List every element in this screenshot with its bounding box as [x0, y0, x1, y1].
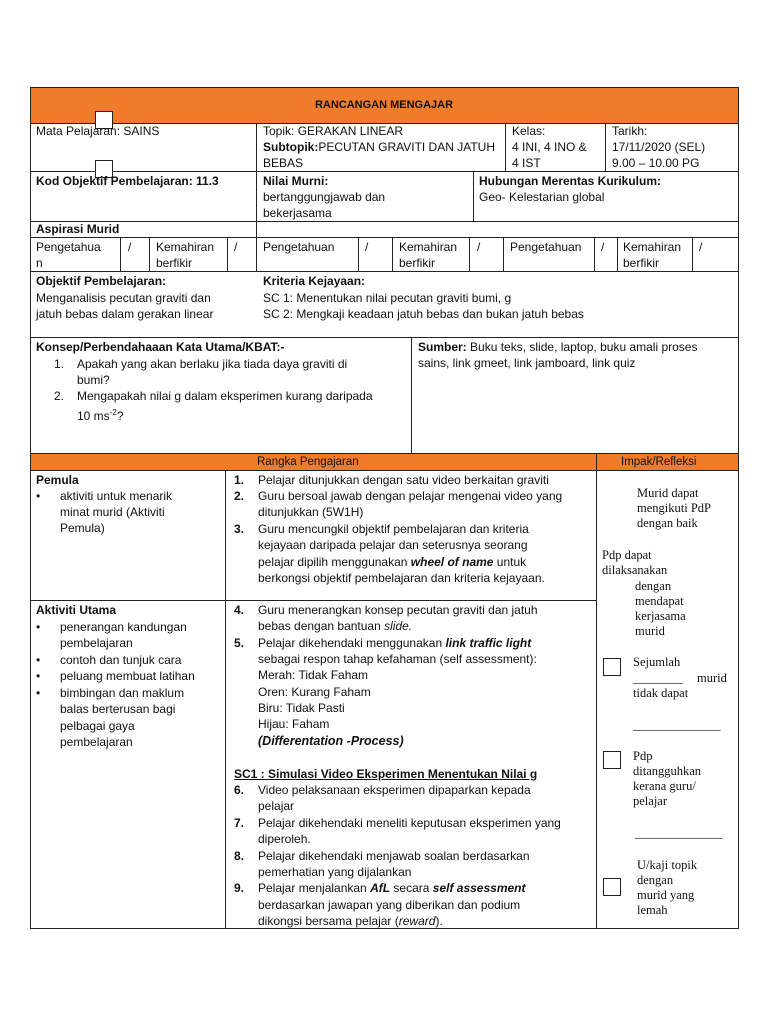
level-oren: Oren: Kurang Faham [258, 685, 371, 699]
step-2-line-2: ditunjukkan (5W1H) [258, 505, 364, 519]
aspirasi-cell: Pengetahuan [510, 240, 582, 254]
impak-ukaji: U/kaji topik dengan murid yang lemah [637, 858, 698, 917]
page-title: RANCANGAN MENGAJAR [314, 99, 454, 111]
tarikh-value-2: 9.00 – 10.00 PG [612, 156, 700, 170]
topik [263, 123, 403, 139]
aspirasi-cell: / [234, 240, 238, 254]
konsep-item-2-num: 2. [54, 389, 65, 403]
bullet-icon: • [36, 669, 41, 683]
nilai-murni-value-1: bertanggungjawab dan [263, 190, 386, 204]
utama-bullet-1-line-1: penerangan kandungan [60, 620, 187, 634]
konsep-item-1-line-2: bumi? [77, 373, 110, 387]
kelas-value-2: 4 IST [512, 156, 541, 170]
aspirasi-label: Aspirasi Murid [36, 222, 120, 236]
konsep-label: Konsep/Perbendahaaan Kata Utama/KBAT:- [36, 340, 285, 354]
aspirasi-cell: Kemahiran berfikir [156, 240, 215, 270]
step-3-line-4: berkongsi objektif pembelajaran dan kriteria kejayaan. [258, 571, 545, 585]
tarikh-label: Tarikh: [612, 124, 648, 138]
step-5-line-1: Pelajar dikehendaki menggunakan link traffic light [258, 636, 532, 650]
aspirasi-cell: / [128, 240, 132, 254]
step-3-num: 3. [234, 522, 245, 536]
utama-bullet-4-line-1: bimbingan dan maklum [60, 686, 185, 700]
impak-blank-1: ________ [633, 671, 683, 685]
step-6-line-1: Video pelaksanaan eksperimen dipaparkan kepada [258, 783, 531, 797]
pemula-bullet-line-1: aktiviti untuk menarik [60, 489, 173, 503]
impak-header: Impak/Refleksi [621, 456, 697, 468]
impak-pdp-ditangguhkan: Pdp ditangguhkan kerana guru/ pelajar [633, 749, 702, 808]
checkbox-sejumlah[interactable] [603, 658, 621, 676]
step-9-num: 9. [234, 881, 245, 895]
utama-bullet-3: peluang membuat latihan [60, 669, 195, 683]
kod-objektif: Kod Objektif Pembelajaran: 11.3 [36, 174, 219, 188]
hubungan-value: Geo- Kelestarian global [479, 190, 605, 204]
topik-label: Topik: [263, 124, 295, 138]
pemula-bullet-icon: • [36, 489, 41, 503]
hubungan-label: Hubungan Merentas Kurikulum: [479, 174, 662, 188]
checkbox-pdp-ditangguhkan[interactable] [603, 751, 621, 769]
step-7-line-1: Pelajar dikehendaki meneliti keputusan eksperimen yang [258, 816, 561, 830]
level-hijau: Hijau: Faham [258, 717, 330, 731]
step-6-line-2: pelajar [258, 799, 295, 813]
aspirasi-cell: / [365, 240, 369, 254]
impak-murid: murid [697, 671, 727, 685]
step-1-line: Pelajar ditunjukkan dengan satu video berkaitan graviti [258, 473, 549, 487]
step-9-line-1: Pelajar menjalankan AfL secara self assessment [258, 881, 526, 895]
kelas-label: Kelas: [512, 124, 546, 138]
step-2-line-1: Guru bersoal jawab dengan pelajar mengenai video yang [258, 489, 563, 503]
utama-label: Aktiviti Utama [36, 603, 117, 617]
aspirasi-cell: / [699, 240, 703, 254]
level-merah: Merah: Tidak Faham [258, 668, 369, 682]
step-4-line-1: Guru menerangkan konsep pecutan graviti dan jatuh [258, 603, 538, 617]
sc1-heading: SC1 : Simulasi Video Eksperimen Menentukan Nilai g [234, 767, 538, 781]
step-6-num: 6. [234, 783, 245, 797]
step-9-line-3: dikongsi bersama pelajar (reward). [258, 914, 443, 928]
subtopik-value: PECUTAN GRAVITI DAN JATUH [318, 140, 496, 154]
konsep-item-2-line-2: 10 $ms^{-2}$? [77, 408, 124, 423]
mata-pelajaran: Mata Pelajaran: SAINS [36, 124, 160, 138]
bullet-icon: • [36, 653, 41, 667]
bullet-icon: • [36, 620, 41, 634]
impak-blank-line-2: ______________ [635, 826, 723, 840]
topik-value: GERAKAN LINEAR [297, 124, 404, 138]
step-8-num: 8. [234, 849, 245, 863]
pemula-bullet-line-2: minat murid (Aktiviti [60, 505, 165, 519]
nilai-murni-label: Nilai Murni: [263, 174, 329, 188]
kelas-value-1: 4 INI, 4 INO & [512, 140, 587, 154]
subtopik-label: Subtopik: [263, 140, 319, 154]
step-3-line-2: kejayaan daripada pelajar dan seterusnya seorang [258, 538, 528, 552]
step-5-num: 5. [234, 636, 245, 650]
step-1-num: 1. [234, 473, 245, 487]
utama-bullet-4-line-4: pembelajaran [60, 735, 133, 749]
level-biru: Biru: Tidak Pasti [258, 701, 345, 715]
kriteria-line-2: SC 2: Mengkaji keadaan jatuh bebas dan bukan jatuh bebas [263, 307, 584, 321]
utama-bullet-2: contoh dan tunjuk cara [60, 653, 182, 667]
impak-pdp-dapat-1: Pdp dapat [602, 548, 652, 562]
nilai-murni-value-2: bekerjasama [263, 206, 332, 220]
pemula-bullet-line-3: Pemula) [60, 521, 105, 535]
impak-pdp-dapat-2: dilaksanakan [602, 563, 668, 577]
aspirasi-cell: Kemahiran berfikir [399, 240, 458, 270]
step-4-num: 4. [234, 603, 245, 617]
bullet-icon: • [36, 686, 41, 700]
kriteria-line-1: SC 1: Menentukan nilai pecutan graviti bumi, g [263, 291, 512, 305]
konsep-item-1-num: 1. [54, 357, 65, 371]
objektif-label: Objektif Pembelajaran: [36, 274, 167, 288]
objektif-line-1: Menganalisis pecutan graviti dan [36, 291, 211, 305]
utama-bullet-1-line-2: pembelajaran [60, 636, 133, 650]
aspirasi-cell: / [601, 240, 605, 254]
checkbox-ukaji[interactable] [603, 878, 621, 896]
impak-murid-dapat: Murid dapat mengikuti PdP dengan baik [637, 486, 711, 530]
impak-tidak-dapat: tidak dapat [633, 686, 689, 700]
objektif-line-2: jatuh bebas dalam gerakan linear [36, 307, 214, 321]
step-7-num: 7. [234, 816, 245, 830]
utama-bullet-4-line-2: balas berterusan bagi [60, 702, 176, 716]
step-8-line-2: pemerhatian yang dijalankan [258, 865, 412, 879]
utama-bullet-4-line-3: pelbagai gaya [60, 719, 135, 733]
impak-sejumlah: Sejumlah [633, 655, 681, 669]
step-4-line-2: bebas dengan bantuan slide. [258, 619, 413, 633]
sumber-line-2: sains, link gmeet, link jamboard, link quiz [418, 356, 636, 370]
tarikh-value-1: 17/11/2020 (SEL) [612, 140, 706, 154]
step-9-line-2: berdasarkan jawapan yang diberikan dan podium [258, 898, 521, 912]
aspirasi-cell: Kemahiran berfikir [623, 240, 682, 270]
step-3-line-3: pelajar dipilih menggunakan wheel of name untuk [258, 555, 527, 569]
impak-pdp-dapat-3: dengan mendapat kerjasama murid [635, 579, 686, 638]
pemula-label: Pemula [36, 473, 79, 487]
rangka-header: Rangka Pengajaran [257, 456, 359, 468]
step-8-line-1: Pelajar dikehendaki menjawab soalan berdasarkan [258, 849, 530, 863]
kriteria-label: Kriteria Kejayaan: [263, 274, 366, 288]
aspirasi-cell: Pengetahuan [263, 240, 335, 254]
subtopik [263, 139, 495, 155]
aspirasi-cell: Pengetahua n [36, 240, 101, 270]
subtopik-value-2: BEBAS [263, 156, 304, 170]
konsep-item-1-line-1: Apakah yang akan berlaku jika tiada daya graviti di [77, 357, 348, 371]
sumber-line-1: Sumber: Buku teks, slide, laptop, buku amali proses [418, 340, 698, 354]
step-2-num: 2. [234, 489, 245, 503]
step-3-line-1: Guru mencungkil objektif pembelajaran dan kriteria [258, 522, 529, 536]
step-7-line-2: diperoleh. [258, 832, 311, 846]
konsep-item-2-line-1: Mengapakah nilai g dalam eksperimen kurang daripada [77, 389, 373, 403]
differentiation-note: (Differentation -Process) [258, 734, 404, 748]
aspirasi-cell: / [477, 240, 481, 254]
step-5-line-2: sebagai respon tahap kefahaman (self assessment): [258, 652, 537, 666]
impak-blank-line-1: ______________ [633, 718, 721, 732]
